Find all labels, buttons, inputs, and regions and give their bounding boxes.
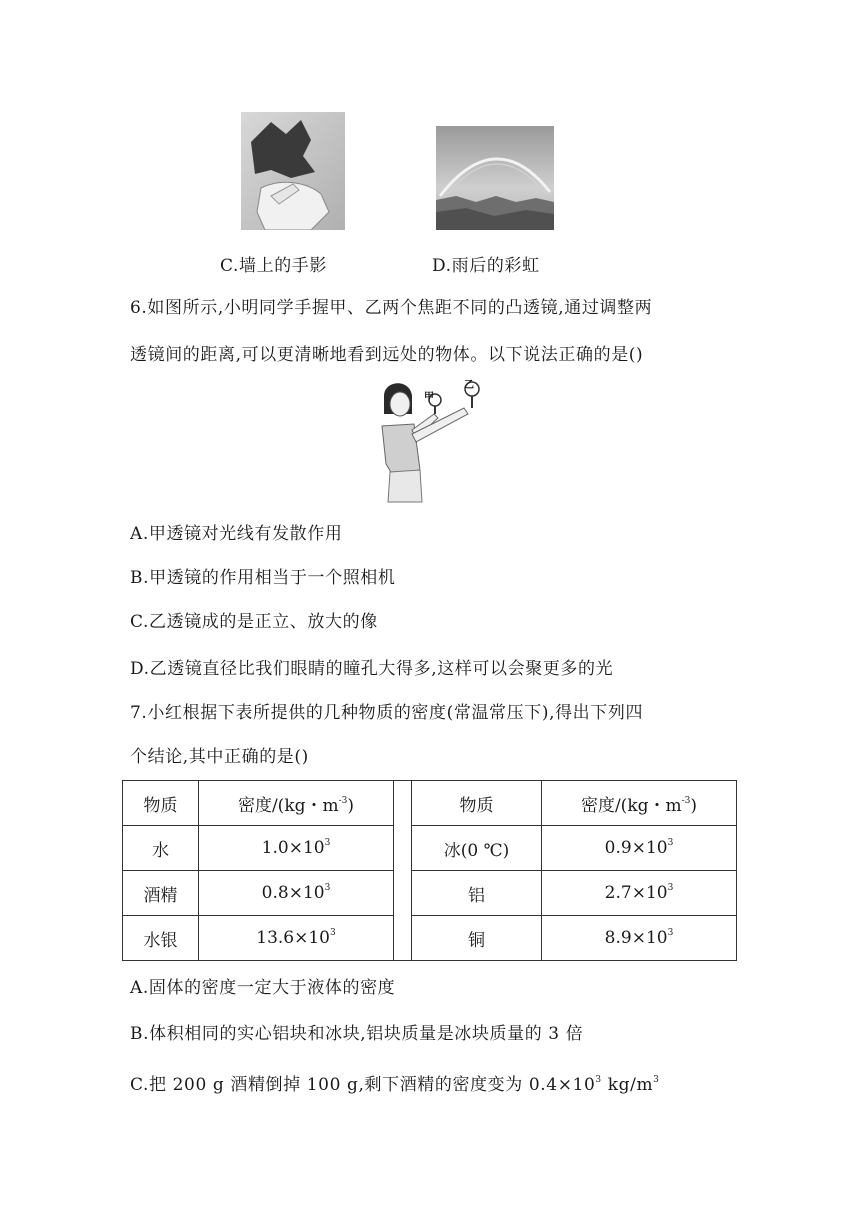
q6-option-d: D.乙透镜直径比我们眼睛的瞳孔大得多,这样可以会聚更多的光 — [130, 659, 614, 679]
density-cell: $0.9\times 10^3$ — [542, 826, 737, 871]
table-header-row — [123, 781, 737, 826]
density-cell: $0.8\times 10^3$ — [199, 871, 394, 916]
q6-option-c: C.乙透镜成的是正立、放大的像 — [130, 612, 378, 632]
table-row — [123, 826, 737, 871]
hand-shadow-photo — [241, 112, 345, 230]
header-material-left: 物质 — [123, 781, 199, 826]
q7-stem-line1: 7.小红根据下表所提供的几种物质的密度(常温常压下),得出下列四 — [130, 703, 644, 723]
material-cell: 铜 — [412, 916, 542, 961]
density-cell: $2.7\times 10^3$ — [542, 871, 737, 916]
material-cell: 水 — [123, 826, 199, 871]
figure-d-caption: D.雨后的彩虹 — [432, 256, 540, 276]
material-cell: 铝 — [412, 871, 542, 916]
q7-option-a: A.固体的密度一定大于液体的密度 — [130, 978, 396, 998]
material-cell: 水银 — [123, 916, 199, 961]
figure-c-caption: C.墙上的手影 — [220, 256, 328, 276]
q7-stem-line2: 个结论,其中正确的是() — [130, 747, 309, 767]
table-row — [123, 916, 737, 961]
density-table — [122, 780, 737, 961]
q6-stem-line2: 透镜间的距离,可以更清晰地看到远处的物体。以下说法正确的是() — [130, 345, 644, 365]
header-material-right: 物质 — [412, 781, 542, 826]
table-gap — [394, 781, 412, 961]
material-cell: 酒精 — [123, 871, 199, 916]
header-density-left: 密度/(kg・$m^{-3}$) — [199, 781, 394, 826]
table-row — [123, 871, 737, 916]
girl-with-lenses-illustration — [372, 374, 492, 504]
header-density-right: 密度/(kg・$m^{-3}$) — [542, 781, 737, 826]
lens-label-yi: 乙 — [464, 380, 474, 391]
rainbow-photo — [436, 126, 554, 230]
density-cell: $8.9\times 10^3$ — [542, 916, 737, 961]
q7-option-c: C.把 200 g 酒精倒掉 100 g,剩下酒精的密度变为 $0.4\times 10^3$ $kg/m^3$ — [130, 1075, 660, 1095]
q6-stem-line1: 6.如图所示,小明同学手握甲、乙两个焦距不同的凸透镜,通过调整两 — [130, 298, 653, 318]
density-cell: $13.6\times 10^3$ — [199, 916, 394, 961]
q7-option-b: B.体积相同的实心铝块和冰块,铝块质量是冰块质量的 3 倍 — [130, 1024, 584, 1044]
density-cell: $1.0\times 10^3$ — [199, 826, 394, 871]
lens-label-jia: 甲 — [424, 392, 434, 403]
q6-option-b: B.甲透镜的作用相当于一个照相机 — [130, 568, 396, 588]
material-cell: 冰(0 ℃) — [412, 826, 542, 871]
q6-option-a: A.甲透镜对光线有发散作用 — [130, 524, 343, 544]
